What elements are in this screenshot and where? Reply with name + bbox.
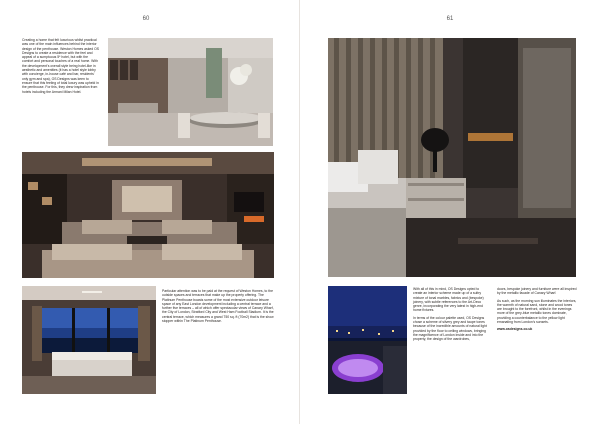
bedroom-city-view-photo bbox=[22, 286, 156, 394]
intro-text: Creating a home that felt luxurious whilst practical was one of the main influences behind the interior design of the penthouse. Weston Homes asked OS Designs to create a residence with the feel and appeal of a sumptuous 5* hotel, but with the comfort and personal touches of a real home. With the development's overall style being hotel-like in aesthetic and amenities (it has a hotel style lobby with concierge, in-house café and bar, residents' only gym and spa), OS Designs was keen to ensure that this feeling of total luxury was upheld in the penthouse. For this, they drew inspiration from hotels including the Armani Milan Hotel. bbox=[22, 38, 100, 94]
right-page bbox=[300, 0, 600, 424]
dining-room-photo bbox=[108, 38, 273, 146]
left-page-number: 60 bbox=[142, 16, 150, 22]
master-bedroom-photo bbox=[328, 38, 576, 277]
right-col1-paragraph: With all of this in mind, OS Designs opted to create an interior scheme made up of a sultry mixture of tonal marbles, fabrics and (bespoke) joinery, with subtle references to the Art-Deco genre, incorporating the very latest in high-end home fixtures. bbox=[413, 287, 484, 313]
left-page bbox=[0, 0, 299, 424]
rooftop-terrace-photo bbox=[328, 286, 407, 394]
right-col2-paragraph: doors, bespoke joinery and furniture were all inspired by the metallic facade of Canary Wharf. bbox=[497, 287, 577, 296]
website-link[interactable]: www.osdesigns.co.uk bbox=[497, 327, 533, 332]
right-col2-paragraph: As such, as the morning sun illuminates the interiors, the warmth of natural sand, stone and wood tones are brought to the forefront, whilst in the evenings more of the grey-blue metallic tones dominate, providing a counterbalance to the yellow light emanating from London's sunsets. bbox=[497, 298, 577, 325]
right-text-column-1 bbox=[413, 287, 489, 345]
right-text-column-2 bbox=[497, 287, 577, 335]
right-page-number: 61 bbox=[446, 16, 454, 22]
right-col1-paragraph: In terms of the colour palette used, OS Designs chose a scheme of silvery grey and taupe tones because of the incredible amounts of natural light provided by the floor to ceiling windows, bringing the magnificence of London inside and into the property, the design of the wardrobes, bbox=[413, 315, 487, 342]
living-room-photo bbox=[22, 152, 274, 278]
bedroom-text: Particular attention was to be paid at the request of Weston Homes, to the outside spaces and terraces that make up the property offering. The Platinum Penthouse boasts some of the most extensive outdoor leisure space of any East London development including a central terrace and a further five terraces – all of which offer spectacular views of Canary Wharf, the City of London, Stratford City and West Ham Football Stadium. It is the central terrace, which measures a grand 750 sq. ft (70m2) that is the show stopper within The Platinum Penthouse. bbox=[162, 289, 274, 324]
